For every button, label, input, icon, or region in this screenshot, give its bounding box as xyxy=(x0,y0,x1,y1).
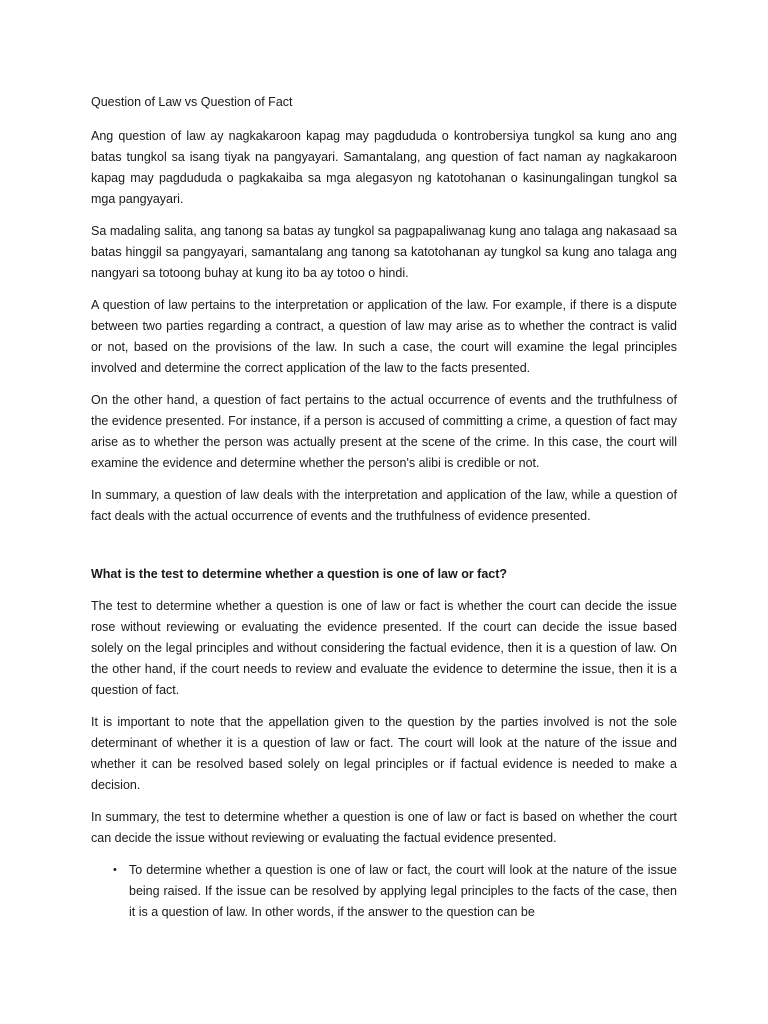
paragraph-intro-5: In summary, a question of law deals with the interpretation and application of the law, while a question of fact deals with the actual occurrence of events and the truthfulness of evidence presented. xyxy=(91,488,677,523)
paragraph-test-1: The test to determine whether a question is one of law or fact is whether the court can decide the issue rose without reviewing or evaluating the evidence presented. If the court can decide the issue based solely on the legal principles and without considering the factual evidence, then it is a question of law. On the other hand, if the court needs to review and evaluate the evidence to determine the issue, then it is a question of fact. xyxy=(91,599,677,697)
paragraph-intro-1: Ang question of law ay nagkakaroon kapag may pagdududa o kontrobersiya tungkol sa kung ano ang batas tungkol sa isang tiyak na pangyayari. Samantalang, ang question of fact naman ay nagkakaroon kapag may pagdududa o pagkakaiba sa mga alegasyon ng katotohanan o kasinungalingan tungkol sa mga pangyayari. xyxy=(91,129,677,206)
bullet-list xyxy=(113,860,677,923)
paragraph-test-3: In summary, the test to determine whether a question is one of law or fact is based on whether the court can decide the issue without reviewing or evaluating the factual evidence presented. xyxy=(91,810,677,845)
document-page xyxy=(91,92,677,923)
document-title: Question of Law vs Question of Fact xyxy=(91,95,293,109)
paragraph-intro-2: Sa madaling salita, ang tanong sa batas ay tungkol sa pagpapaliwanag kung ano talaga ang nakasaad sa batas hinggil sa pangyayari, samantalang ang tanong sa katotohanan ay tungkol sa kung ano talaga ang nangyari sa totoong buhay at kung ito ba ay totoo o hindi. xyxy=(91,224,677,280)
list-item xyxy=(113,860,677,923)
paragraph-intro-4: On the other hand, a question of fact pertains to the actual occurrence of events and the truthfulness of the evidence presented. For instance, if a person is accused of committing a crime, a question of fact may arise as to whether the person was actually present at the scene of the crime. In this case, the court will examine the evidence and determine whether the person's alibi is credible or not. xyxy=(91,393,677,470)
bullet-icon: • xyxy=(113,864,117,876)
section-heading: What is the test to determine whether a question is one of law or fact? xyxy=(91,567,508,581)
bullet-list-wrapper xyxy=(113,860,677,923)
paragraph-intro-3: A question of law pertains to the interpretation or application of the law. For example, if there is a dispute between two parties regarding a contract, a question of law may arise as to whether the contract is valid or not, based on the provisions of the law. In such a case, the court will examine the legal principles involved and determine the correct application of the law to the facts presented. xyxy=(91,298,677,375)
bullet-text: To determine whether a question is one of law or fact, the court will look at the nature of the issue being raised. If the issue can be resolved by applying legal principles to the facts of the case, then it is a question of law. In other words, if the answer to the question can be xyxy=(129,863,677,919)
paragraph-test-2: It is important to note that the appellation given to the question by the parties involved is not the sole determinant of whether it is a question of law or fact. The court will look at the nature of the issue and whether it can be resolved based solely on legal principles or if factual evidence is needed to make a decision. xyxy=(91,715,677,792)
